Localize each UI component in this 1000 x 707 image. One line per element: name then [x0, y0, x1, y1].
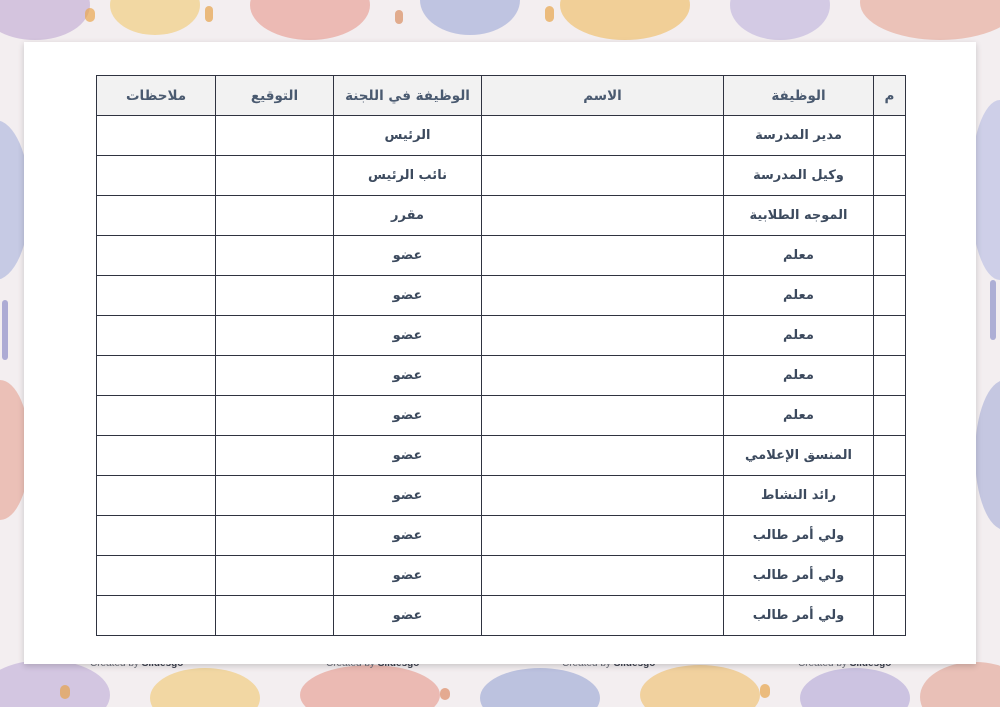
- cell-signature: [216, 236, 334, 276]
- table-row: [97, 596, 906, 636]
- cell-signature: [216, 596, 334, 636]
- cell-name: [482, 276, 724, 316]
- cell-signature: [216, 316, 334, 356]
- cell-signature: [216, 156, 334, 196]
- cell-number: [874, 596, 906, 636]
- table-row: [97, 236, 906, 276]
- table-row: [97, 356, 906, 396]
- cell-number: [874, 156, 906, 196]
- cell-notes: [97, 396, 216, 436]
- cell-name: [482, 596, 724, 636]
- cell-notes: [97, 236, 216, 276]
- header-notes: ملاحظات: [97, 76, 216, 116]
- cell-committee-role: عضو: [334, 316, 482, 356]
- cell-signature: [216, 476, 334, 516]
- cell-committee-role: عضو: [334, 356, 482, 396]
- cell-notes: [97, 356, 216, 396]
- cell-name: [482, 116, 724, 156]
- cell-notes: [97, 476, 216, 516]
- cell-job: المنسق الإعلامي: [724, 436, 874, 476]
- cell-signature: [216, 116, 334, 156]
- cell-number: [874, 436, 906, 476]
- header-job: الوظيفة: [724, 76, 874, 116]
- header-committee-role: الوظيفة في اللجنة: [334, 76, 482, 116]
- header-signature: التوقيع: [216, 76, 334, 116]
- cell-signature: [216, 516, 334, 556]
- cell-notes: [97, 316, 216, 356]
- cell-committee-role: عضو: [334, 396, 482, 436]
- cell-notes: [97, 596, 216, 636]
- cell-job: ولي أمر طالب: [724, 556, 874, 596]
- cell-committee-role: عضو: [334, 596, 482, 636]
- cell-job: معلم: [724, 276, 874, 316]
- table-row: [97, 196, 906, 236]
- table-row: [97, 156, 906, 196]
- cell-committee-role: نائب الرئيس: [334, 156, 482, 196]
- cell-name: [482, 356, 724, 396]
- cell-committee-role: عضو: [334, 516, 482, 556]
- cell-job: ولي أمر طالب: [724, 596, 874, 636]
- cell-job: معلم: [724, 316, 874, 356]
- cell-committee-role: عضو: [334, 556, 482, 596]
- cell-name: [482, 436, 724, 476]
- table-row: [97, 476, 906, 516]
- table-row: [97, 556, 906, 596]
- table-row: [97, 516, 906, 556]
- cell-name: [482, 476, 724, 516]
- cell-signature: [216, 556, 334, 596]
- cell-number: [874, 396, 906, 436]
- cell-number: [874, 476, 906, 516]
- cell-notes: [97, 116, 216, 156]
- cell-signature: [216, 356, 334, 396]
- cell-notes: [97, 196, 216, 236]
- cell-number: [874, 276, 906, 316]
- committee-table: [96, 75, 906, 636]
- cell-name: [482, 396, 724, 436]
- cell-job: معلم: [724, 356, 874, 396]
- cell-signature: [216, 276, 334, 316]
- cell-name: [482, 236, 724, 276]
- cell-number: [874, 556, 906, 596]
- cell-signature: [216, 396, 334, 436]
- cell-committee-role: عضو: [334, 436, 482, 476]
- cell-number: [874, 316, 906, 356]
- cell-committee-role: الرئيس: [334, 116, 482, 156]
- cell-name: [482, 316, 724, 356]
- cell-notes: [97, 156, 216, 196]
- cell-number: [874, 236, 906, 276]
- cell-job: الموجه الطلابية: [724, 196, 874, 236]
- table-row: [97, 116, 906, 156]
- cell-signature: [216, 196, 334, 236]
- cell-notes: [97, 516, 216, 556]
- cell-job: ولي أمر طالب: [724, 516, 874, 556]
- cell-notes: [97, 556, 216, 596]
- cell-name: [482, 196, 724, 236]
- cell-number: [874, 516, 906, 556]
- cell-notes: [97, 276, 216, 316]
- cell-job: معلم: [724, 236, 874, 276]
- table-row: [97, 436, 906, 476]
- cell-committee-role: عضو: [334, 476, 482, 516]
- cell-number: [874, 116, 906, 156]
- cell-job: وكيل المدرسة: [724, 156, 874, 196]
- cell-notes: [97, 436, 216, 476]
- table-row: [97, 316, 906, 356]
- cell-number: [874, 356, 906, 396]
- table-row: [97, 276, 906, 316]
- cell-name: [482, 516, 724, 556]
- header-number: م: [874, 76, 906, 116]
- cell-name: [482, 156, 724, 196]
- cell-signature: [216, 436, 334, 476]
- header-row: [97, 76, 906, 116]
- cell-job: رائد النشاط: [724, 476, 874, 516]
- table-row: [97, 396, 906, 436]
- cell-committee-role: عضو: [334, 236, 482, 276]
- cell-name: [482, 556, 724, 596]
- cell-job: مدير المدرسة: [724, 116, 874, 156]
- cell-committee-role: عضو: [334, 276, 482, 316]
- cell-committee-role: مقرر: [334, 196, 482, 236]
- table-body: [97, 116, 906, 636]
- cell-job: معلم: [724, 396, 874, 436]
- cell-number: [874, 196, 906, 236]
- header-name: الاسم: [482, 76, 724, 116]
